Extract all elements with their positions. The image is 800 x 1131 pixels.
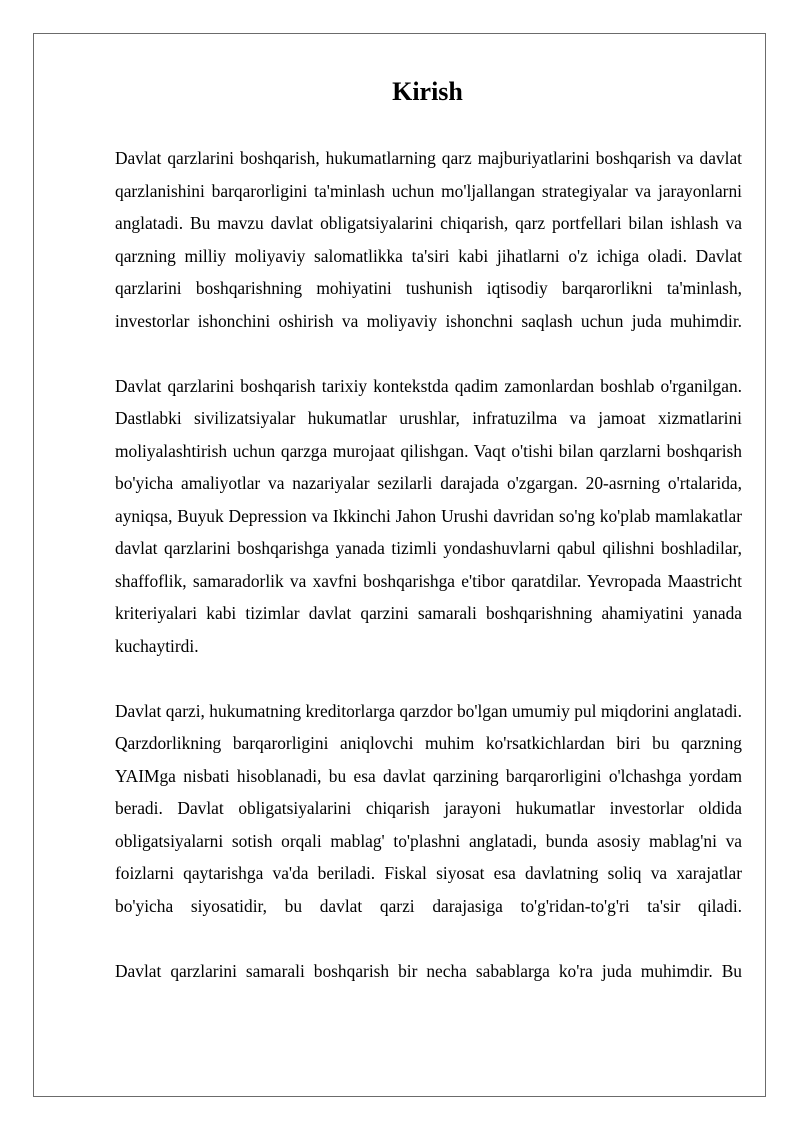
paragraph-1: Davlat qarzlarini boshqarish, hukumatlarning qarz majburiyatlarini boshqarish va davlat qarzlanishini barqarorligini ta'minlash uchun mo'ljallangan strategiyalar va jarayonlarni anglatadi. Bu mavzu davlat obligatsiyalarini chiqarish, qarz portfellari bilan ishlash va qarzning milliy moliyaviy salomatlikka ta'siri kabi jihatlarni o'z ichiga oladi. Davlat qarzlarini boshqarishning mohiyatini tushunish iqtisodiy barqarorlikni ta'minlash, investorlar ishonchini oshirish va moliyaviy ishonchni saqlash uchun juda muhimdir. <box>115 148 742 331</box>
paragraph-2: Davlat qarzlarini boshqarish tarixiy kontekstda qadim zamonlardan boshlab o'rganilgan. Dastlabki sivilizatsiyalar hukumatlar urushlar, infratuzilma va jamoat xizmatlarini moliyalashtirish uchun qarzga murojaat qilishgan. Vaqt o'tishi bilan qarzlarni boshqarish bo'yicha amaliyotlar va nazariyalar sezilarli darajada o'zgargan. 20-asrning o'rtalarida, ayniqsa, Buyuk Depression va Ikkinchi Jahon Urushi davridan so'ng ko'plab mamlakatlar davlat qarzlarini boshqarishga yanada tizimli yondashuvlarni qabul qilishni boshladilar, shaffoflik, samaradorlik va xavfni boshqarishga e'tibor qaratdilar. Yevropada Maastricht kriteriyalari kabi tizimlar davlat qarzini samarali boshqarishning ahamiyatini yanada kuchaytirdi. <box>115 375 742 656</box>
paragraph-4: Davlat qarzlarini samarali boshqarish bir necha sabablarga ko'ra juda muhimdir. Bu <box>115 960 742 981</box>
page-title: Kirish <box>392 77 463 106</box>
document-body <box>115 142 742 987</box>
paragraph-3: Davlat qarzi, hukumatning kreditorlarga qarzdor bo'lgan umumiy pul miqdorini anglatadi. Qarzdorlikning barqarorligini aniqlovchi muhim ko'rsatkichlardan biri bu qarzning YAIMga nisbati hisoblanadi, bu esa davlat qarzining barqarorligini o'lchashga yordam beradi. Davlat obligatsiyalarini chiqarish jarayoni hukumatlar investorlar oldida obligatsiyalarni sotish orqali mablag' to'plashni anglatadi, bunda asosiy mablag'ni va foizlarni qaytarishga va'da beriladi. Fiskal siyosat esa davlatning soliq va xarajatlar bo'yicha siyosatidir, bu davlat qarzi darajasiga to'g'ridan-to'g'ri ta'sir qiladi. <box>115 700 742 916</box>
